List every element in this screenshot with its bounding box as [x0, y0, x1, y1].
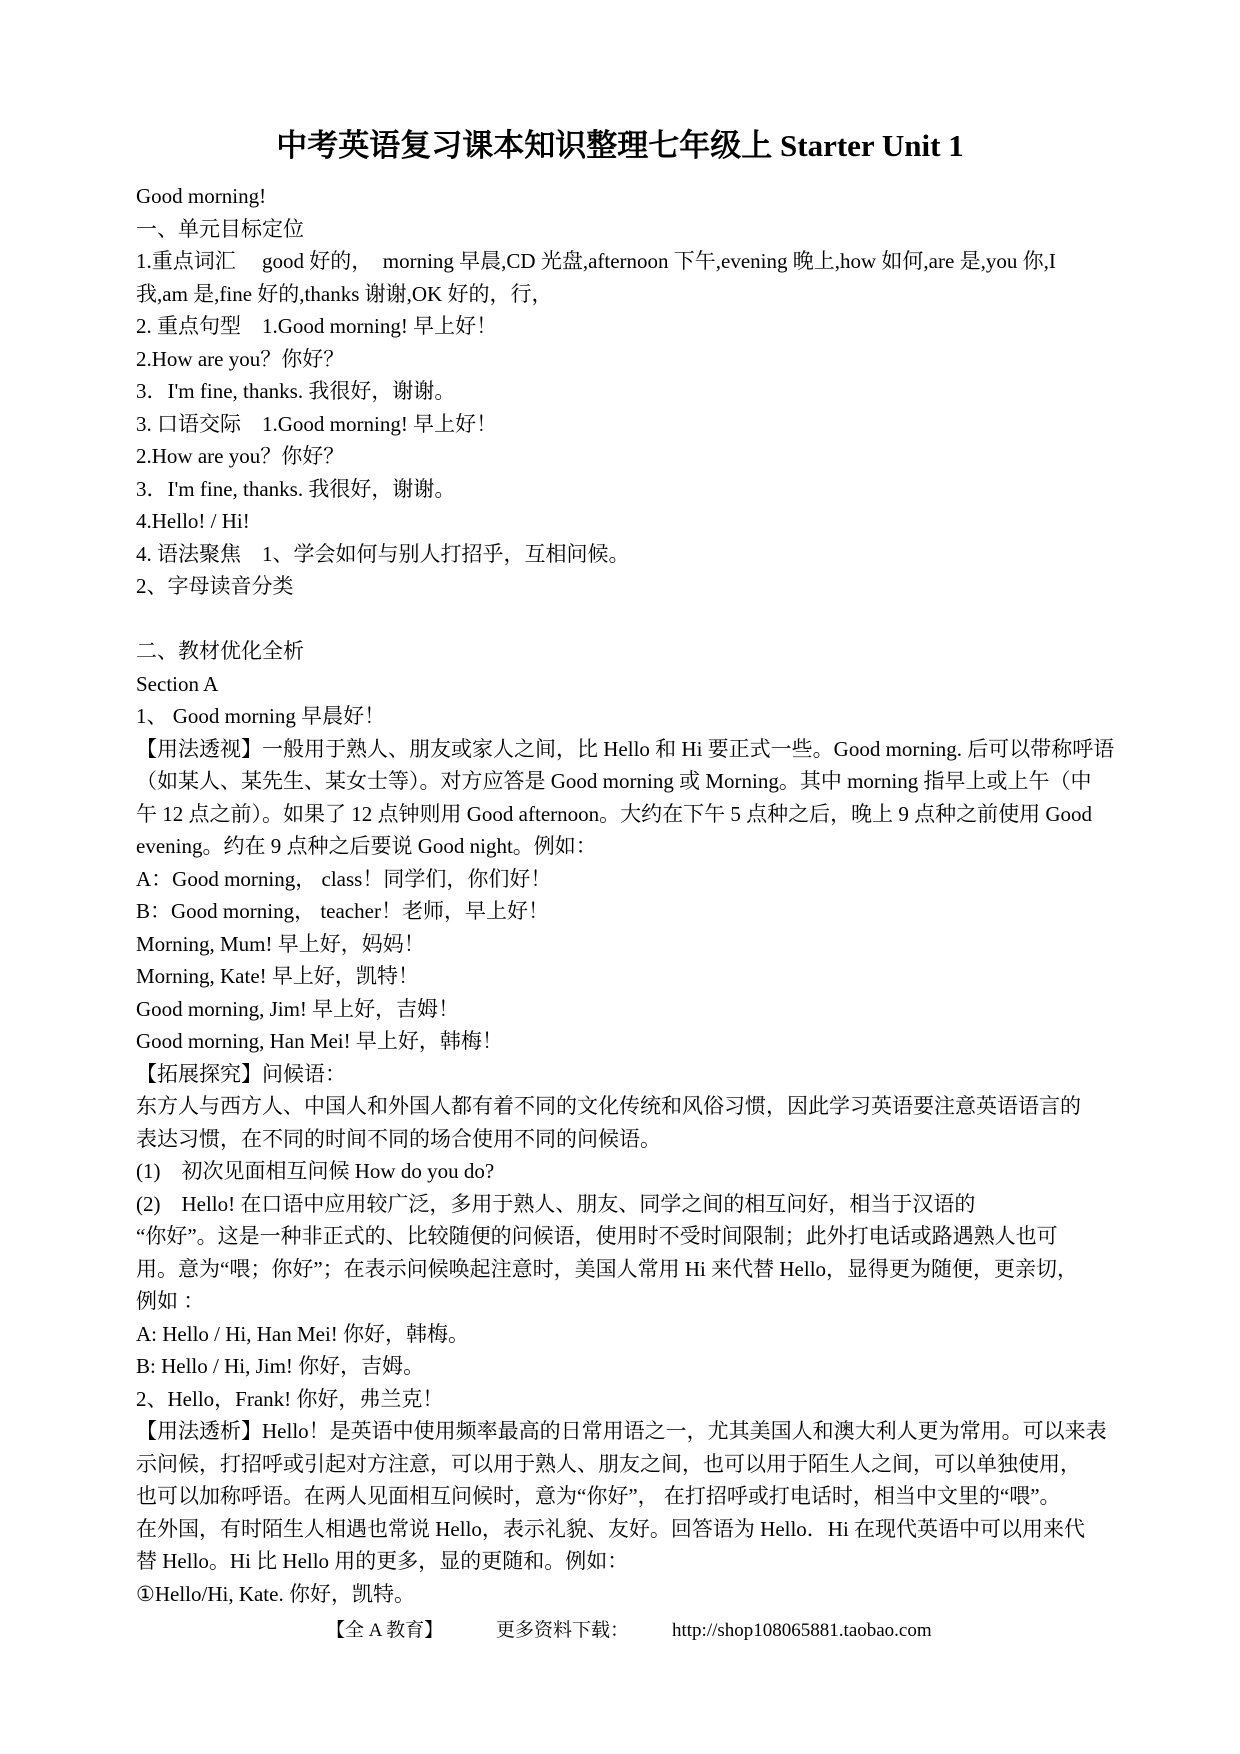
text-line: 【用法透析】Hello！是英语中使用频率最高的日常用语之一，尤其美国人和澳大利人更为常用。可以来表: [136, 1419, 1107, 1443]
text-line: 也可以加称呼语。在两人见面相互问候时，意为“你好”， 在打招呼或打电话时，相当中文里的“喂”。: [136, 1484, 1061, 1508]
text-line: ①Hello/Hi, Kate. 你好，凯特。: [136, 1581, 415, 1606]
text-line: (2) Hello! 在口语中应用较广泛，多用于熟人、朋友、同学之间的相互问好，相当于汉语的: [136, 1191, 976, 1216]
section-heading: 一、单元目标定位: [136, 216, 304, 241]
text-line: 1、 Good morning 早晨好！: [136, 704, 386, 728]
text-line: 例如 ：: [136, 1289, 205, 1313]
text-line: 3．I'm fine, thanks. 我很好，谢谢。: [136, 476, 456, 501]
text-line: 我,am 是,fine 好的,thanks 谢谢,OK 好的，行，: [136, 281, 553, 306]
text-line: 东方人与西方人、中国人和外国人都有着不同的文化传统和风俗习惯，因此学习英语要注意英语语言的: [136, 1094, 1081, 1118]
text-line: 午 12 点之前）。如果了 12 点钟则用 Good afternoon。大约在下午 5 点种之后，晚上 9 点种之前使用 Good: [136, 801, 1093, 826]
footer-more-label: 更多资料下载：: [496, 1620, 630, 1641]
section-heading: Section A: [136, 671, 219, 696]
text-line: A: Hello / Hi, Han Mei! 你好，韩梅。: [136, 1321, 470, 1346]
blank-line: [136, 603, 1126, 636]
document-body: [136, 180, 1126, 1610]
text-line: 示问候，打招呼或引起对方注意，可以用于熟人、朋友之间，也可以用于陌生人之间，可以单独使用，: [136, 1451, 1081, 1476]
text-line: 2.How are you？你好？: [136, 346, 345, 371]
text-line: B：Good morning， teacher！老师，早上好！: [136, 899, 549, 923]
text-line: 替 Hello。Hi 比 Hello 用的更多，显的更随和。例如：: [136, 1549, 629, 1573]
section-heading: 二、教材优化全析: [136, 639, 304, 663]
text-line: 1.重点词汇 good 好的， morning 早晨,CD 光盘,afternoon 下午,evening 晚上,how 如何,are 是,you 你,I: [136, 249, 1056, 273]
text-line: 4.Hello! / Hi!: [136, 509, 250, 533]
text-line: 【用法透视】一般用于熟人、朋友或家人之间，比 Hello 和 Hi 要正式一些。Good morning. 后可以带称呼语: [136, 736, 1115, 761]
text-line: 用。意为“喂；你好”；在表示问候唤起注意时，美国人常用 Hi 来代替 Hello，显得更为随便，更亲切，: [136, 1256, 1079, 1281]
text-line: 3. 口语交际 1.Good morning! 早上好！: [136, 411, 498, 436]
text-line: 【拓展探究】问候语：: [136, 1061, 346, 1086]
text-line: 在外国，有时陌生人相遇也常说 Hello，表示礼貌、友好。回答语为 Hello．Hi 在现代英语中可以用来代: [136, 1516, 1086, 1541]
text-line: 2、Hello，Frank! 你好，弗兰克！: [136, 1386, 444, 1411]
text-line: Morning, Kate! 早上好，凯特！: [136, 964, 419, 988]
text-line: 2.How are you？你好？: [136, 444, 345, 468]
text-line: Good morning, Han Mei! 早上好，韩梅！: [136, 1029, 503, 1053]
text-line: 4. 语法聚焦 1、学会如何与别人打招乎，互相问候。: [136, 541, 630, 566]
text-line: B: Hello / Hi, Jim! 你好，吉姆。: [136, 1354, 425, 1378]
footer-brand: 【全 A 教育】: [326, 1620, 444, 1641]
text-line: Morning, Mum! 早上好，妈妈！: [136, 931, 425, 956]
text-line: （如某人、某先生、某女士等）。对方应答是 Good morning 或 Morning。其中 morning 指早上或上午（中: [136, 769, 1092, 793]
page-footer: [0, 1616, 1240, 1646]
text-line: Good morning, Jim! 早上好，吉姆！: [136, 996, 460, 1021]
text-line: “你好”。这是一种非正式的、比较随便的问候语，使用时不受时间限制；此外打电话或路遇熟人也可: [136, 1224, 1058, 1248]
text-line: 2、字母读音分类: [136, 574, 294, 598]
text-line: 3．I'm fine, thanks. 我很好，谢谢。: [136, 379, 456, 403]
page-title: 中考英语复习课本知识整理七年级上 Starter Unit 1: [276, 128, 964, 163]
footer-url-link[interactable]: http://shop108065881.taobao.com: [672, 1620, 932, 1641]
text-line: 表达习惯，在不同的时间不同的场合使用不同的问候语。: [136, 1126, 661, 1151]
text-line: 2. 重点句型 1.Good morning! 早上好！: [136, 314, 498, 338]
text-line: (1) 初次见面相互问候 How do you do?: [136, 1159, 495, 1183]
text-line: evening。约在 9 点种之后要说 Good night。例如：: [136, 834, 597, 858]
text-line: A：Good morning， class！同学们，你们好！: [136, 866, 552, 891]
text-line: Good morning!: [136, 184, 267, 208]
